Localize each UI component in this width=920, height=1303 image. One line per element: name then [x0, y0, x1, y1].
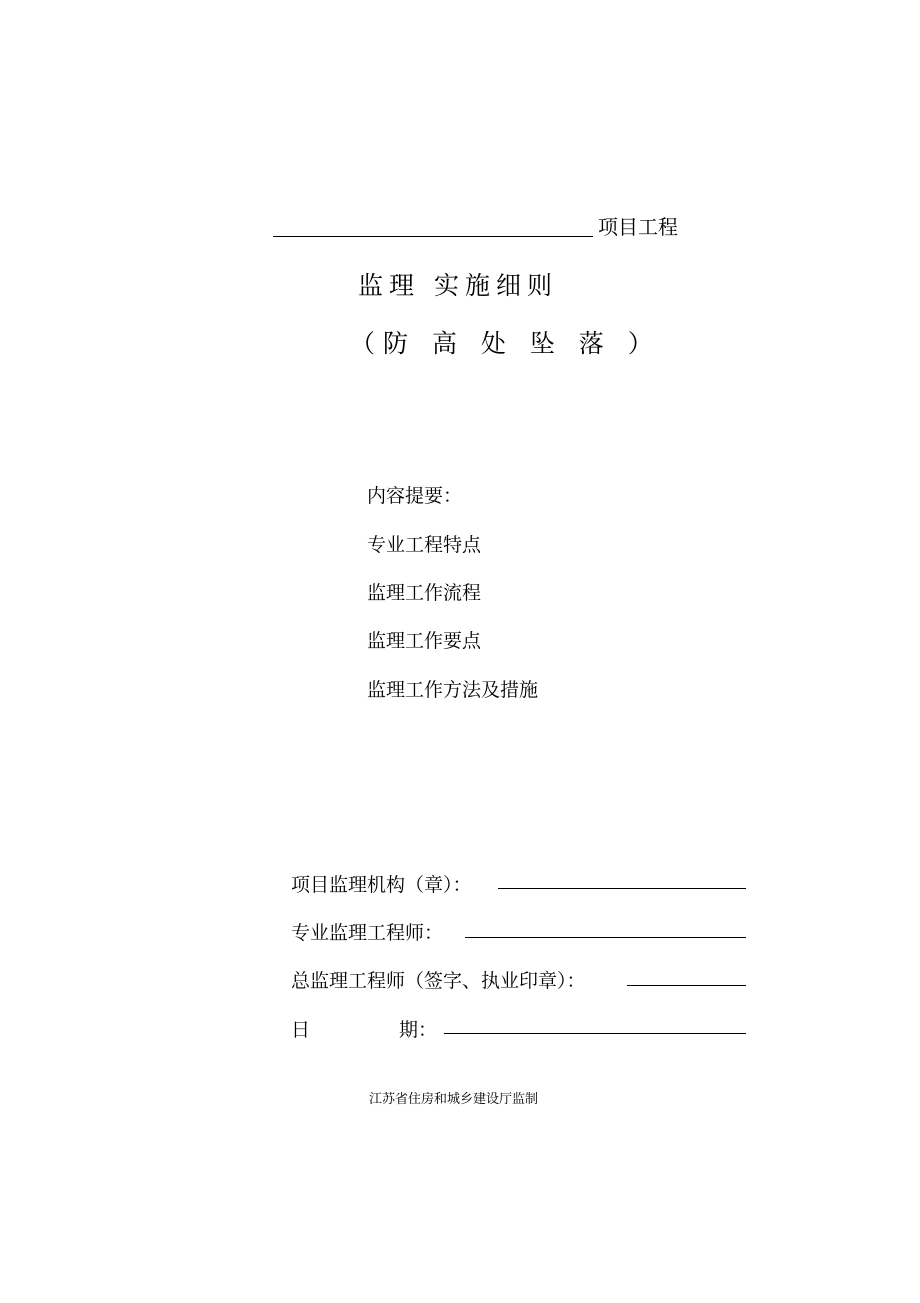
document-title: 监理 实施细则: [358, 271, 558, 300]
agency-seal-line: [498, 888, 746, 889]
document-subtitle: （防 高 处 坠 落 ）: [350, 329, 661, 358]
contents-item: 专业工程特点: [367, 534, 482, 556]
date-line: [444, 1033, 746, 1034]
date-label-period: 期：: [399, 1019, 438, 1041]
chief-engineer-label: 总监理工程师（签字、执业印章）：: [291, 970, 586, 992]
specialist-engineer-line: [465, 937, 746, 938]
issuer-note: 江苏省住房和城乡建设厅监制: [369, 1092, 539, 1107]
date-label-day: 日: [291, 1019, 311, 1041]
chief-engineer-line: [627, 985, 746, 986]
specialist-engineer-label: 专业监理工程师：: [291, 922, 444, 944]
contents-item: 监理工作流程: [367, 582, 482, 604]
contents-heading: 内容提要：: [367, 485, 463, 507]
contents-item: 监理工作方法及措施: [367, 679, 539, 701]
project-suffix: 项目工程: [598, 215, 678, 239]
project-name-blank-line: [273, 236, 593, 237]
contents-item: 监理工作要点: [367, 630, 482, 652]
agency-seal-label: 项目监理机构（章）：: [291, 874, 472, 896]
